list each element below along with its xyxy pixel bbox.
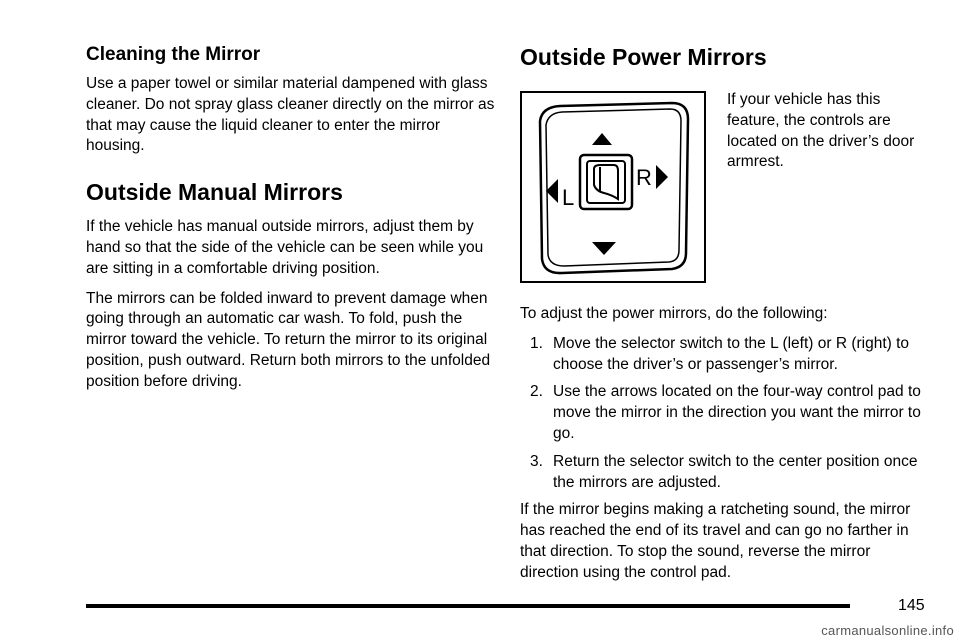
step-text: Return the selector switch to the center position once the mirrors are adjusted.: [553, 452, 918, 491]
left-column: [86, 44, 496, 402]
ratchet-warning-text: If the mirror begins making a ratcheting sound, the mirror has reached the end of its travel and can go no farther in that direction. To stop the sound, reverse the mirror direction using the control pad.: [520, 501, 911, 581]
step-text: Move the selector switch to the L (left) or R (right) to choose the driver’s or passenger’s mirror.: [553, 334, 910, 373]
step-text: Use the arrows located on the four-way control pad to move the mirror in the direction you want the mirror to go.: [553, 383, 921, 442]
mirror-control-pad-icon: [522, 93, 704, 281]
adjust-step: [520, 382, 930, 444]
cleaning-mirror-heading: Cleaning the Mirror: [86, 44, 261, 65]
power-mirrors-intro: [727, 90, 927, 182]
watermark: carmanualsonline.info: [821, 623, 954, 638]
right-column-header: [520, 44, 930, 82]
page-number: 145: [898, 597, 925, 614]
manual-mirrors-heading: Outside Manual Mirrors: [86, 179, 343, 206]
step-number: 3.: [530, 452, 543, 470]
step-number: 2.: [530, 383, 543, 401]
right-selector-label: R: [636, 165, 652, 190]
adjust-steps-list: [520, 334, 930, 494]
selector-switch-inner: [587, 161, 625, 203]
manual-mirrors-paragraph-1: If the vehicle has manual outside mirrors, adjust them by hand so that the side of the vehicle can be seen while you are sitting in a comfortable driving position.: [86, 218, 484, 277]
adjust-step: [520, 452, 930, 494]
power-mirrors-heading: Outside Power Mirrors: [520, 44, 767, 70]
power-mirrors-intro-text: If your vehicle has this feature, the controls are located on the driver’s door armrest.: [727, 91, 915, 171]
mirror-control-diagram: [520, 91, 706, 283]
adjust-step: [520, 334, 930, 376]
step-number: 1.: [530, 334, 543, 352]
footer-rule: [86, 604, 850, 608]
manual-mirrors-paragraph-2: The mirrors can be folded inward to prevent damage when going through an automatic car wash. To fold, push the mirror toward the vehicle. To return the mirror to its original position, push outward. Return both mirrors to the unfolded position before driving.: [86, 289, 491, 390]
cleaning-mirror-text: Use a paper towel or similar material dampened with glass cleaner. Do not spray glass cleaner directly on the mirror as that may cause the liquid cleaner to enter the mirror housing.: [86, 75, 495, 155]
adjust-intro-text: To adjust the power mirrors, do the following:: [520, 305, 828, 322]
left-selector-label: L: [562, 185, 575, 210]
power-mirrors-instructions: [520, 304, 930, 593]
